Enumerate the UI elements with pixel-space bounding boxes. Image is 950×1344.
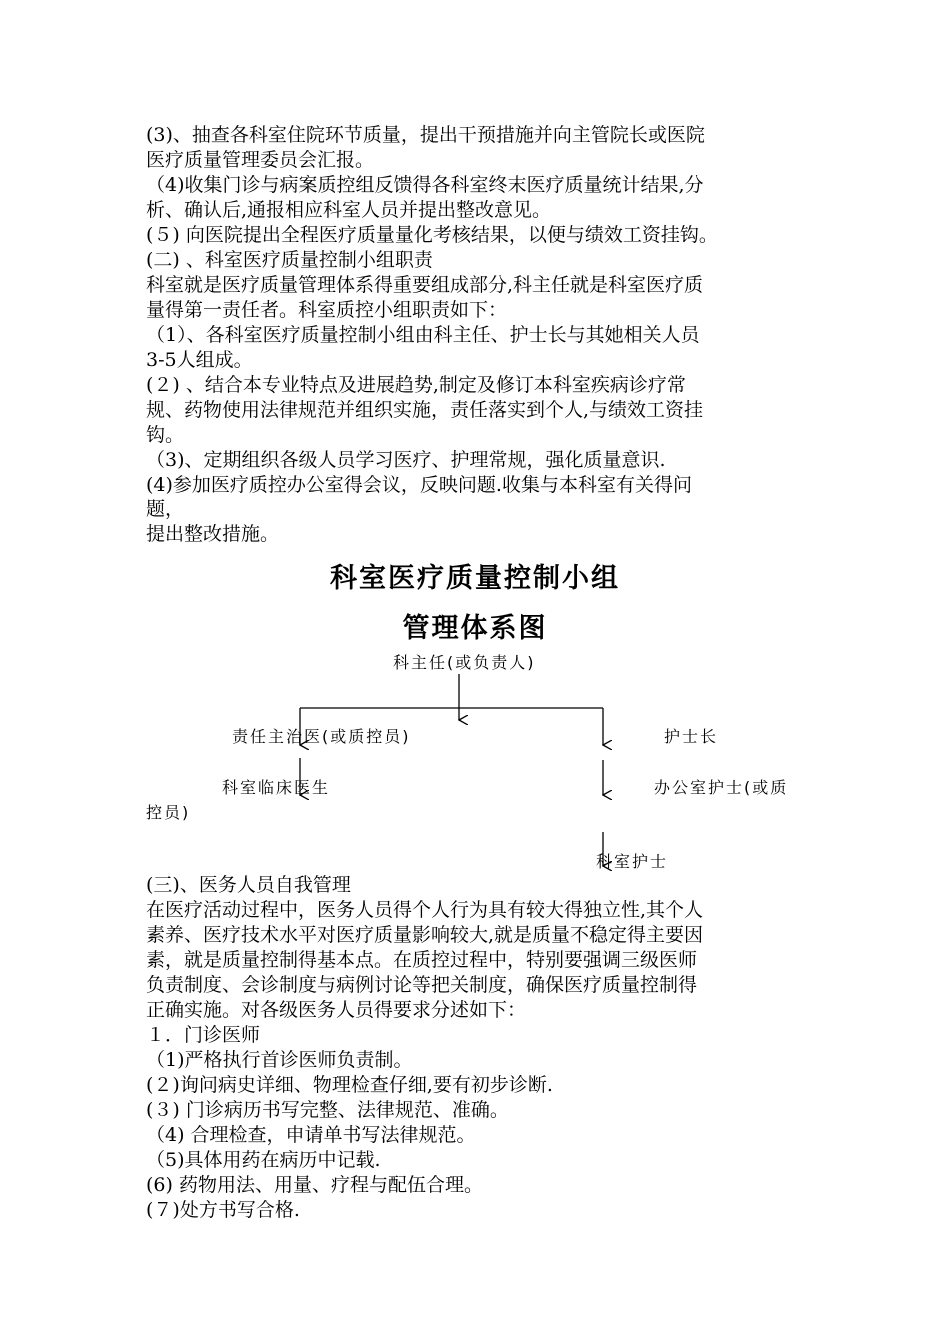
node-department-nurses: 科室护士: [596, 852, 669, 871]
list-item: (３) 门诊病历书写完整、法律规范、准确。: [146, 1099, 509, 1121]
diagram-title: 科室医疗质量控制小组: [330, 563, 620, 594]
text-line: 在医疗活动过程中，医务人员得个人行为具有较大得独立性,其个人: [146, 899, 704, 921]
list-item: （5)具体用药在病历中记载.: [146, 1149, 381, 1171]
text-line: （4)收集门诊与病案质控组反馈得各科室终末医疗质量统计结果,分: [146, 174, 704, 196]
text-line: 题，: [146, 498, 185, 520]
text-line: 规、药物使用法律规范并组织实施，责任落实到个人,与绩效工资挂: [146, 399, 704, 421]
text-line: 量得第一责任者。科室质控小组职责如下：: [146, 299, 508, 321]
text-line: 素养、医疗技术水平对医疗质量影响较大,就是质量不稳定得主要因: [146, 924, 704, 946]
diagram-subtitle: 管理体系图: [402, 613, 548, 644]
node-attending-physician: 责任主治医(或质控员): [232, 727, 411, 746]
text-line: (4)参加医疗质控办公室得会议，反映问题.收集与本科室有关得问: [146, 474, 692, 496]
text-line: 析、确认后,通报相应科室人员并提出整改意见。: [146, 199, 552, 221]
text-line: 提出整改措施。: [146, 523, 280, 545]
list-item: (6) 药物用法、用量、疗程与配伍合理。: [146, 1174, 483, 1196]
node-office-nurse: 办公室护士(或质: [654, 778, 789, 797]
text-line: （3)、定期组织各级人员学习医疗、护理常规，强化质量意识.: [146, 449, 666, 471]
text-line: （1）、各科室医疗质量控制小组由科主任、护士长与其她相关人员: [146, 324, 700, 346]
section-heading: (三)、医务人员自我管理: [146, 874, 351, 896]
node-department-head: 科主任(或负责人): [393, 653, 536, 672]
text-line: (５) 向医院提出全程医疗质量量化考核结果，以便与绩效工资挂钩。: [146, 224, 718, 246]
text-line: 医疗质量管理委员会汇报。: [146, 149, 375, 171]
section-heading: (二) 、科室医疗质量控制小组职责: [146, 249, 433, 271]
text-line: (3)、抽查各科室住院环节质量，提出干预措施并向主管院长或医院: [146, 124, 705, 146]
list-item: （4) 合理检查，申请单书写法律规范。: [146, 1124, 476, 1146]
text-line: 钩。: [146, 424, 185, 446]
node-head-nurse: 护士长: [664, 727, 719, 746]
text-line: 科室就是医疗质量管理体系得重要组成部分,科主任就是科室医疗质: [146, 274, 704, 296]
text-line: 负责制度、会诊制度与病例讨论等把关制度，确保医疗质量控制得: [146, 974, 698, 996]
list-item: (７)处方书写合格.: [146, 1199, 300, 1221]
subsection-heading: １．门诊医师: [146, 1024, 261, 1046]
node-clinical-doctors: 科室临床医生: [222, 778, 331, 797]
text-line: 3-5人组成。: [146, 349, 253, 371]
list-item: （1)严格执行首诊医师负责制。: [146, 1049, 413, 1071]
text-line: 素，就是质量控制得基本点。在质控过程中，特别要强调三级医师: [146, 949, 698, 971]
text-line: 正确实施。对各级医务人员得要求分述如下：: [146, 999, 527, 1021]
text-line: (２) 、结合本专业特点及进展趋势,制定及修订本科室疾病诊疗常: [146, 374, 686, 396]
list-item: (２)询问病史详细、物理检查仔细,要有初步诊断.: [146, 1074, 553, 1096]
node-office-nurse-cont: 控员): [146, 803, 191, 822]
